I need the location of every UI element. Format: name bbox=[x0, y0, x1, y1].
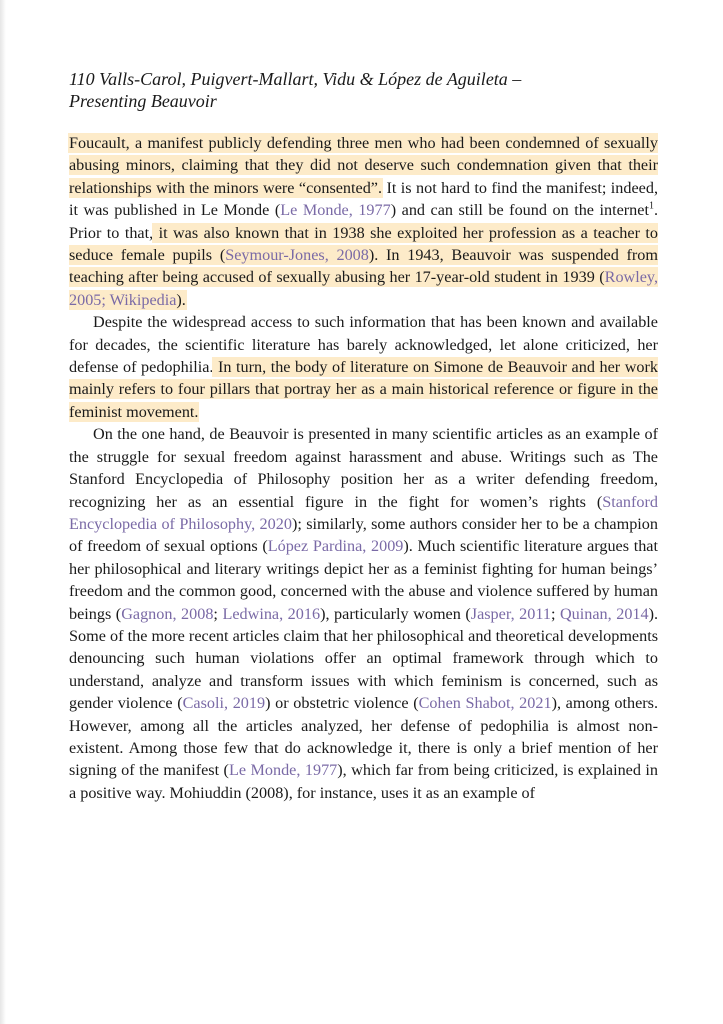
text-run: ). In 1943, Beauvoir was suspended from teaching after being accused of sexually abusing her 17-year-old student in 1939 ( bbox=[69, 246, 658, 287]
text-run: ). bbox=[176, 290, 186, 309]
text-run: ), among others. However, among all the articles analyzed, her defense of pedophilia is almost non-existent. Among those few that do acknowledge it, there is only a brief mention of her signing of the manifest ( bbox=[69, 694, 658, 780]
text-run: It is not hard to find the manifest; indeed, it was published in Le Monde ( bbox=[69, 178, 658, 220]
text-run: ; bbox=[550, 604, 560, 623]
citation-ledwina-2016[interactable]: Ledwina, 2016 bbox=[222, 604, 321, 623]
text-run: Despite the widespread access to such information that has been known and available for decades, the scientific literature has barely acknowledged, let alone criticized, her defense of pedophilia. bbox=[69, 313, 658, 377]
citation-stanford-2020[interactable]: Stanford Encyclopedia of Philosophy, 2020 bbox=[69, 492, 658, 533]
highlight-1: Foucault, a manifest publicly defending three men who had been condemned of sexually abusing minors, claiming that they did not deserve such condemnation given that their relationships with the minors were “consented”. bbox=[69, 134, 658, 197]
citation-le-monde-1977-b[interactable]: Le Monde, 1977 bbox=[228, 761, 338, 780]
text-run: ). Much scientific literature argues that her philosophical and literary writings depict her as a feminist fighting for human beings’ freedom and the common good, concerned with the abuse and violence suffered by human beings ( bbox=[69, 537, 658, 623]
citation-lopez-pardina-2009[interactable]: López Pardina, 2009 bbox=[267, 537, 404, 556]
text-run: ; bbox=[213, 604, 223, 623]
running-header bbox=[69, 68, 658, 112]
paragraph-2 bbox=[69, 311, 658, 423]
citation-seymour-jones-2008[interactable]: Seymour-Jones, 2008 bbox=[225, 246, 369, 265]
citation-casoli-2019[interactable]: Casoli, 2019 bbox=[182, 694, 266, 713]
text-run: ). Some of the more recent articles claim that her philosophical and theoretical developments denouncing such human violations offer an optimal framework through which to understand, analyze and transform issues with which feminism is concerned, such as gender violence ( bbox=[69, 604, 659, 713]
running-header-line-1: 110 Valls-Carol, Puigvert-Mallart, Vidu & López de Aguileta – bbox=[69, 69, 522, 89]
highlight-2 bbox=[69, 224, 658, 309]
paragraph-3 bbox=[69, 423, 658, 804]
citation-gagnon-2008[interactable]: Gagnon, 2008 bbox=[121, 604, 214, 623]
citation-jasper-2011[interactable]: Jasper, 2011 bbox=[470, 604, 551, 623]
paragraph-1 bbox=[69, 132, 658, 311]
page-edge-shadow bbox=[0, 0, 6, 1024]
footnote-marker[interactable]: 1 bbox=[648, 200, 654, 212]
body-text bbox=[69, 132, 658, 804]
text-run: . Prior to that, bbox=[69, 201, 659, 242]
highlight-3: In turn, the body of literature on Simone de Beauvoir and her work mainly refers to four pillars that portray her as a main historical reference or figure in the feminist movement. bbox=[69, 358, 658, 421]
paper-page bbox=[69, 68, 658, 804]
citation-le-monde-1977[interactable]: Le Monde, 1977 bbox=[280, 201, 391, 220]
text-run: ), particularly women ( bbox=[320, 604, 471, 623]
text-run: ) or obstetric violence ( bbox=[265, 694, 419, 713]
citation-cohen-shabot-2021[interactable]: Cohen Shabot, 2021 bbox=[418, 694, 552, 713]
running-header-line-2: Presenting Beauvoir bbox=[69, 91, 217, 111]
text-run: ), which far from being criticized, is explained in a positive way. Mohiuddin (2008), for instance, uses it as an example of bbox=[69, 761, 659, 802]
text-run: ); similarly, some authors consider her to be a champion of freedom of sexual options ( bbox=[69, 514, 658, 556]
text-run: On the one hand, de Beauvoir is presented in many scientific articles as an example of the struggle for sexual freedom against harassment and abuse. Writings such as The Stanford Encyclopedia of Philosophy position her as a writer defending freedom, recognizing her as an essential figure in the fight for women’s rights ( bbox=[69, 425, 658, 511]
citation-rowley-wikipedia[interactable]: Rowley, 2005; Wikipedia bbox=[69, 268, 658, 309]
text-run: ) and can still be found on the internet bbox=[390, 201, 649, 220]
citation-quinan-2014[interactable]: Quinan, 2014 bbox=[559, 604, 649, 623]
text-run: it was also known that in 1938 she exploited her profession as a teacher to seduce female pupils ( bbox=[69, 223, 658, 265]
